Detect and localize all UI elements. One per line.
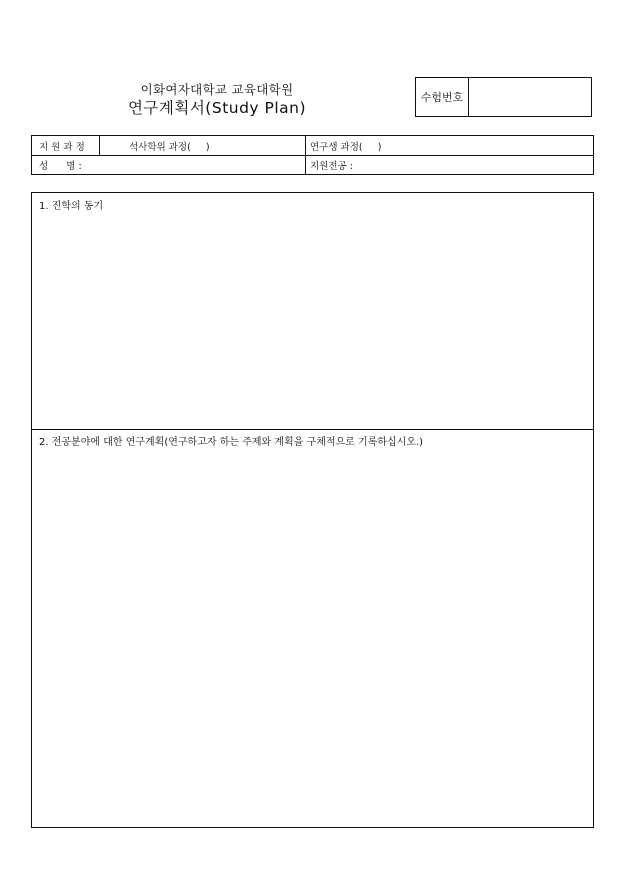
major-field[interactable]: 지원전공 : xyxy=(310,160,353,172)
research-plan-heading: 2. 전공분야에 대한 연구계획(연구하고자 하는 주제와 계획을 구체적으로 기록하십시오.) xyxy=(39,437,424,448)
university-name: 이화여자대학교 교육대학원 xyxy=(140,82,294,97)
exam-number-field[interactable] xyxy=(469,78,591,116)
masters-program-option[interactable]: 석사학위 과정( ) xyxy=(129,141,210,153)
program-label: 지 원 과 정 xyxy=(39,141,85,153)
column-divider xyxy=(305,136,306,155)
column-divider xyxy=(99,136,100,155)
research-program-option[interactable]: 연구생 과정( ) xyxy=(310,141,382,153)
document-title: 연구계획서(Study Plan) xyxy=(127,99,307,117)
column-divider xyxy=(305,155,306,174)
program-row xyxy=(32,136,593,156)
applicant-info-table xyxy=(31,135,594,175)
exam-number-box xyxy=(415,77,592,117)
name-major-row xyxy=(32,155,593,174)
study-plan-box xyxy=(31,192,594,828)
section-divider xyxy=(32,429,593,430)
motivation-heading: 1. 진학의 동기 xyxy=(39,201,104,212)
exam-number-label: 수험번호 xyxy=(416,78,469,116)
name-field[interactable]: 성 명 : xyxy=(39,160,82,172)
